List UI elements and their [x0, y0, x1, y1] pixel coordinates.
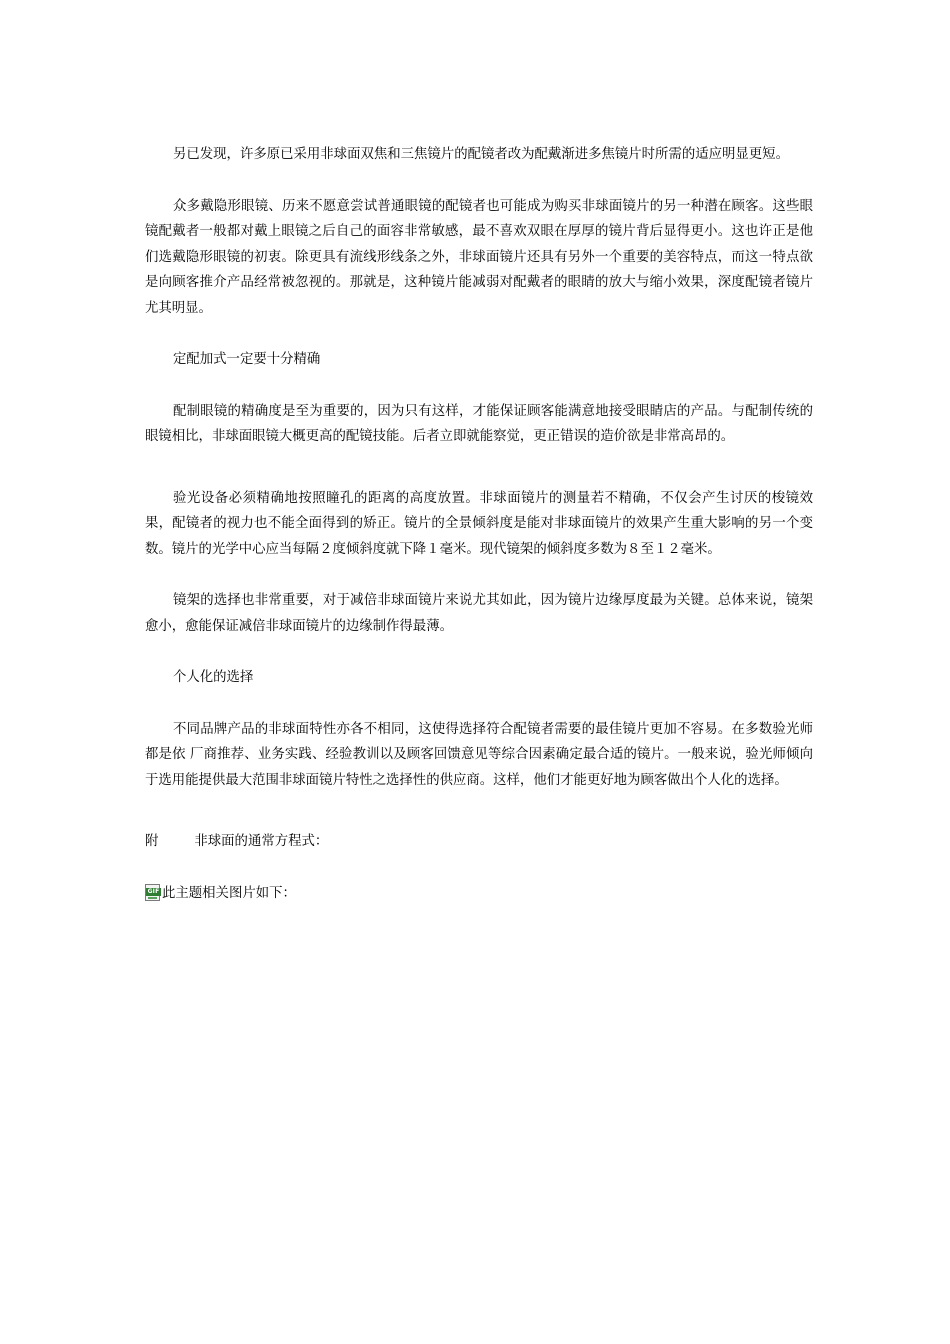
gif-file-icon[interactable] [145, 884, 161, 902]
gif-badge: GIF [147, 888, 160, 896]
paragraph-contact-lens-wearers: 众多戴隐形眼镜、历来不愿意尝试普通眼镜的配镜者也可能成为购买非球面镜片的另一种潜在顾客。这些眼镜配戴者一般都对戴上眼镜之后自己的面容非常敏感，最不喜欢双眼在厚厚的镜片背后显得更小。这也许正是他们选戴隐形眼镜的初衷。除更具有流线形线条之外，非球面镜片还具有另外一个重要的美容特点，而这一特点欲是向顾客推介产品经常被忽视的。那就是，这种镜片能减弱对配戴者的眼睛的放大与缩小效果，深度配镜者镜片尤其明显。 [145, 198, 813, 316]
paragraph-frame-selection: 镜架的选择也非常重要，对于减倍非球面镜片来说尤其如此，因为镜片边缘厚度最为关键。总体来说，镜架愈小，愈能保证减倍非球面镜片的边缘制作得最薄。 [145, 593, 813, 634]
paragraph-adaptation: 另已发现，许多原已采用非球面双焦和三焦镜片的配镜者改为配戴渐进多焦镜片时所需的适应明显更短。 [173, 147, 789, 162]
appendix-text: 非球面的通常方程式： [194, 834, 329, 849]
attachment-caption: 此主题相关图片如下： [162, 885, 296, 901]
paragraph-fitting-precision: 配制眼镜的精确度是至为重要的，因为只有这样，才能保证顾客能满意地接受眼睛店的产品。与配制传统的眼镜相比，非球面眼镜大概更高的配镜技能。后者立即就能察觉，更正错误的造价欲是非常高昂的。 [145, 403, 813, 444]
attachment-line [145, 881, 813, 907]
paragraph-equipment-placement: 验光设备必须精确地按照瞳孔的距离的高度放置。非球面镜片的测量若不精确，不仅会产生讨厌的梭镜效果，配镜者的视力也不能全面得到的矫正。镜片的全景倾斜度是能对非球面镜片的效果产生重大影响的另一个变数。镜片的光学中心应当每隔２度倾斜度就下降１毫米。现代镜架的倾斜度多数为８至１２毫米。 [145, 490, 813, 557]
appendix-label: 附 [145, 834, 159, 849]
paragraph-brand-differences: 不同品牌产品的非球面特性亦各不相同，这使得选择符合配镜者需要的最佳镜片更加不容易。在多数验光师都是依 厂商推荐、业务实践、经验教训以及顾客回馈意见等综合因素确定最合适的镜片。一般来说，验光师倾向于选用能提供最大范围非球面镜片特性之选择性的供应商。这样，他们才能更好地为顾客做出个人化的选择。 [145, 721, 813, 788]
document-body [145, 142, 813, 906]
appendix-line [145, 829, 813, 855]
section-heading-precision: 定配加式一定要十分精确 [173, 352, 321, 367]
section-heading-personalized: 个人化的选择 [173, 670, 254, 685]
